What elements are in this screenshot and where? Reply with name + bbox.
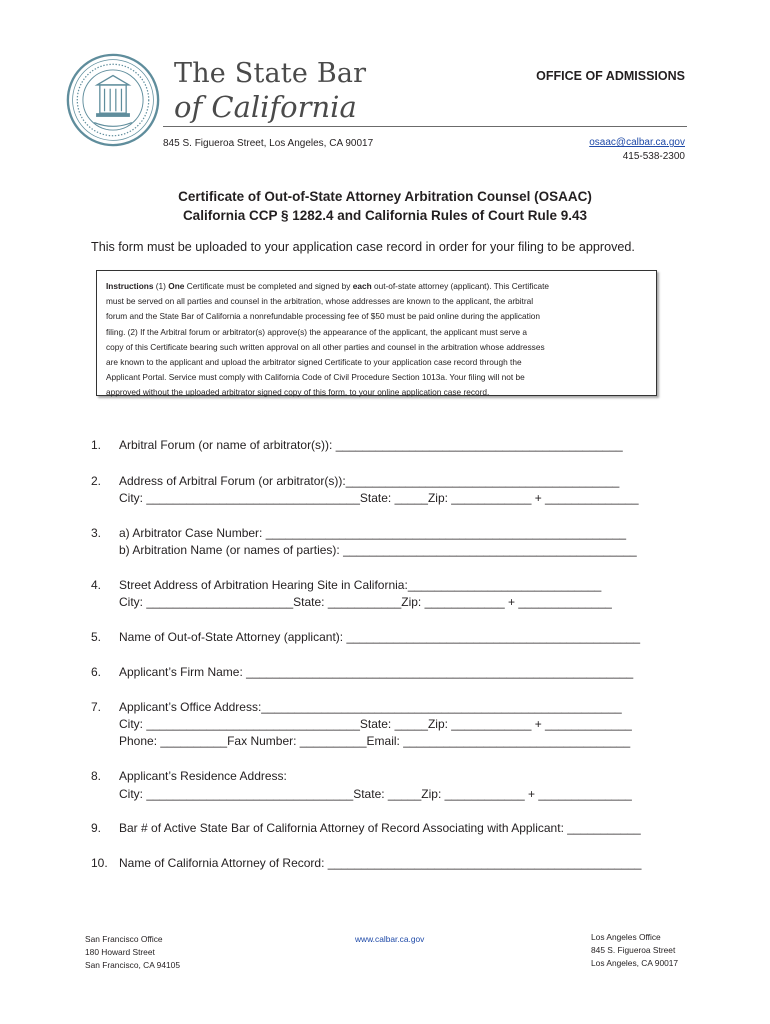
header-address: 845 S. Figueroa Street, Los Angeles, CA 90017 [163,138,374,149]
org-name-line1: The State Bar [174,58,367,89]
field-attorney-of-record-name[interactable]: Name of California Attorney of Record: _______________________________________________ [119,856,642,870]
field-number: 7. [91,700,102,714]
field-number: 5. [91,630,102,644]
field-arbitral-forum-city-state-zip[interactable]: City: ________________________________State: _____Zip: ____________ + ______________ [119,491,639,505]
instructions-line: filing. (2) If the Arbitral forum or arbitrator(s) approve(s) the appearance of the applicant, the applicant must serve a [106,326,528,337]
field-hearing-site-city-state-zip[interactable]: City: ______________________State: ___________Zip: ____________ + ______________ [119,595,612,609]
field-number: 2. [91,474,102,488]
field-applicant-firm-name[interactable]: Applicant’s Firm Name: __________________________________________________________ [119,665,634,679]
instructions-line: forum and the State Bar of California a nonrefundable processing fee of $50 must be paid online during the application [106,311,541,322]
field-applicant-office-city-state-zip[interactable]: City: ________________________________State: _____Zip: ____________ + _____________ [119,717,632,731]
field-number: 10. [91,856,108,870]
instructions-line: Applicant Portal. Service must comply with California Code of Civil Procedure Section 1013a. Your filing will not be [106,372,525,383]
form-title: Certificate of Out-of-State Attorney Arbitration Counsel (OSAAC) [178,189,592,204]
footer-sf-office [85,933,180,972]
footer-website-link[interactable]: www.calbar.ca.gov [355,934,425,944]
field-number: 9. [91,821,102,835]
field-applicant-name[interactable]: Name of Out-of-State Attorney (applicant): ____________________________________________ [119,630,641,644]
field-number: 8. [91,769,102,783]
field-applicant-phone-fax-email[interactable]: Phone: __________Fax Number: __________Email: __________________________________ [119,734,631,748]
instructions-line: Instructions (1) One Certificate must be completed and signed by each out-of-state attorney (applicant). This Certificate [106,281,550,291]
field-applicant-office-address[interactable]: Applicant’s Office Address:______________________________________________________ [119,700,622,714]
instructions-line: are known to the applicant and upload the arbitrator signed Certificate to your application case record through the [106,357,522,368]
field-arbitrator-case-number[interactable]: a) Arbitrator Case Number: ______________________________________________________ [119,526,627,540]
field-arbitral-forum-address[interactable]: Address of Arbitral Forum (or arbitrator(s)):_________________________________________ [119,474,620,488]
instructions-line: must be served on all parties and counsel in the arbitration, whose addresses are known to the applicant, the arbitral [106,296,534,307]
field-number: 1. [91,438,102,452]
instructions-line: copy of this Certificate bearing such written approval on all other parties and counsel in the arbitration whose addresses [106,341,545,352]
field-arbitral-forum[interactable]: Arbitral Forum (or name of arbitrator(s)): ___________________________________________ [119,438,623,452]
contact-email-link[interactable]: osaac@calbar.ca.gov [589,137,685,148]
sf-office-street: 180 Howard Street [85,947,155,957]
org-name-line2: of California [174,90,357,124]
la-office-title: Los Angeles Office [591,932,661,942]
header-divider [163,126,687,127]
form-subtitle: California CCP § 1282.4 and California Rules of Court Rule 9.43 [182,208,588,223]
state-bar-seal-logo [66,53,160,147]
instructions-line: approved without the uploaded arbitrator signed copy of this form, to your online application case record. [106,387,490,398]
field-hearing-site-address[interactable]: Street Address of Arbitration Hearing Site in California:_____________________________ [119,578,602,592]
field-applicant-residence-city-state-zip[interactable]: City: _______________________________State: _____Zip: ____________ + ______________ [119,787,632,801]
contact-phone: 415-538-2300 [622,151,685,162]
la-office-city: Los Angeles, CA 90017 [591,958,679,968]
field-number: 4. [91,578,102,592]
footer-la-office [591,931,678,970]
field-applicant-residence-address[interactable]: Applicant’s Residence Address: [119,769,287,783]
field-attorney-bar-number[interactable]: Bar # of Active State Bar of California Attorney of Record Associating with Applicant: ___________ [119,821,641,835]
instructions-label: Instructions [106,281,154,291]
upload-note: This form must be uploaded to your application case record in order for your filing to be approved. [91,240,635,254]
office-heading: OFFICE OF ADMISSIONS [536,69,685,83]
sf-office-city: San Francisco, CA 94105 [85,960,180,970]
sf-office-title: San Francisco Office [85,934,163,944]
field-number: 3. [91,526,102,540]
instructions-box [96,270,657,396]
field-number: 6. [91,665,102,679]
field-arbitration-name[interactable]: b) Arbitration Name (or names of parties): ____________________________________________ [119,543,637,557]
la-office-street: 845 S. Figueroa Street [591,945,676,955]
